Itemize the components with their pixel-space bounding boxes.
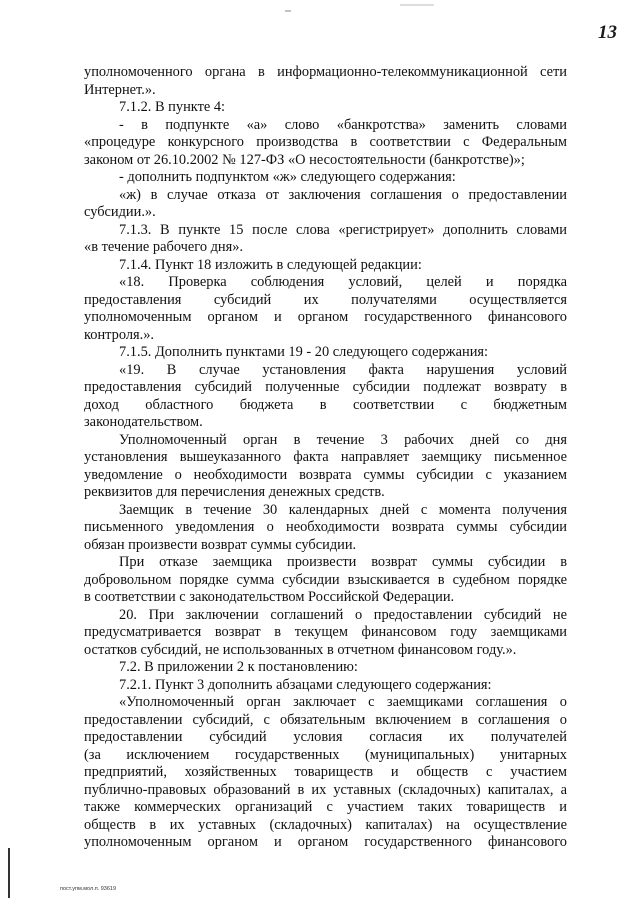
- document-body: [84, 64, 567, 852]
- text-line: 7.1.4. Пункт 18 изложить в следующей редакции:: [119, 256, 422, 273]
- text-line: 7.2. В приложении 2 к постановлению:: [119, 659, 358, 675]
- text-line: Уполномоченный орган в течение 3 рабочих дней со дня: [119, 431, 567, 448]
- margin-line: [8, 848, 10, 898]
- text-line: предоставлении субсидий условия согласия их получателей: [84, 729, 567, 745]
- text-line: предусматривается возврат в текущем финансовом году заемщиками: [84, 624, 567, 640]
- text-line: «ж) в случае отказа от заключения соглашения о предоставлении: [119, 186, 567, 203]
- text-line: доход областного бюджета в соответствии с бюджетным: [84, 396, 567, 413]
- text-line: реквизитов для перечисления денежных средств.: [84, 484, 385, 500]
- text-line: 7.1.5. Дополнить пунктами 19 - 20 следующего содержания:: [119, 344, 489, 360]
- text-line: уведомление о необходимости возврата суммы субсидии с указанием: [84, 466, 567, 483]
- text-line: публично-правовых образований в их уставных (складочных) капиталах, а: [84, 781, 567, 798]
- text-line: обществ в их уставных (складочных) капиталах) на осуществление: [84, 816, 567, 833]
- text-line: законом от 26.10.2002 № 127-ФЗ «О несостоятельности (банкротстве)»;: [84, 151, 525, 168]
- text-line: предоставлении субсидий, с обязательным включением в соглашения о: [84, 711, 567, 728]
- text-line: «19. В случае установления факта нарушения условий: [119, 361, 567, 378]
- text-line: - дополнить подпунктом «ж» следующего содержания:: [119, 169, 456, 185]
- page-number: 13: [598, 22, 617, 43]
- text-line: «процедуре конкурсного производства в соответствии с Федеральным: [84, 134, 567, 150]
- text-line: 7.2.1. Пункт 3 дополнить абзацами следующего содержания:: [119, 676, 492, 693]
- text-line: уполномоченным органом и органом государственного финансового: [84, 834, 567, 850]
- text-line: Интернет.».: [84, 81, 156, 98]
- footer-file-id: пост.упм.мол.п. 93619: [60, 886, 117, 892]
- text-line: 7.1.3. В пункте 15 после слова «регистрирует» дополнить словами: [119, 221, 567, 238]
- text-line: остатков субсидий, не использованных в отчетном финансовом году.».: [84, 641, 517, 658]
- text-line: уполномоченного органа в информационно-телекоммуникационной сети: [84, 64, 567, 80]
- text-line: контроля.».: [84, 326, 155, 343]
- text-line: - в подпункте «а» слово «банкротства» заменить словами: [119, 116, 567, 133]
- scan-artifact: [400, 4, 434, 6]
- text-line: 20. При заключении соглашений о предоставлении субсидий не: [119, 606, 567, 623]
- text-line: При отказе заемщика произвести возврат суммы субсидии в: [119, 554, 567, 570]
- text-line: в соответствии с законодательством Российской Федерации.: [84, 589, 455, 605]
- text-line: законодательством.: [84, 414, 203, 430]
- text-line: субсидии.».: [84, 204, 156, 220]
- text-line: «Уполномоченный орган заключает с заемщиками соглашения о: [119, 694, 567, 710]
- text-line: «в течение рабочего дня».: [84, 239, 244, 255]
- text-line: Заемщик в течение 30 календарных дней с момента получения: [119, 501, 567, 518]
- text-line: письменного уведомления о необходимости возврата суммы субсидии: [84, 519, 567, 535]
- text-line: также коммерческих организаций с участием таких товариществ и: [84, 799, 567, 815]
- text-line: «18. Проверка соблюдения условий, целей и порядка: [119, 274, 567, 290]
- scan-artifact: [285, 10, 291, 12]
- text-line: уполномоченным органом и органом государственного финансового: [84, 309, 567, 325]
- text-line: предприятий, хозяйственных товариществ и обществ с участием: [84, 764, 567, 780]
- text-line: обязан произвести возврат суммы субсидии.: [84, 536, 357, 553]
- text-line: (за исключением государственных (муниципальных) унитарных: [84, 746, 567, 763]
- text-line: добровольном порядке сумма субсидии взыскивается в судебном порядке: [84, 571, 567, 588]
- text-line: предоставления субсидий полученные субсидии подлежат возврату в: [84, 379, 567, 395]
- text-line: 7.1.2. В пункте 4:: [119, 99, 226, 115]
- text-line: установления вышеуказанного факта направляет заемщику письменное: [84, 449, 567, 465]
- text-line: предоставления субсидий их получателями осуществляется: [84, 291, 567, 308]
